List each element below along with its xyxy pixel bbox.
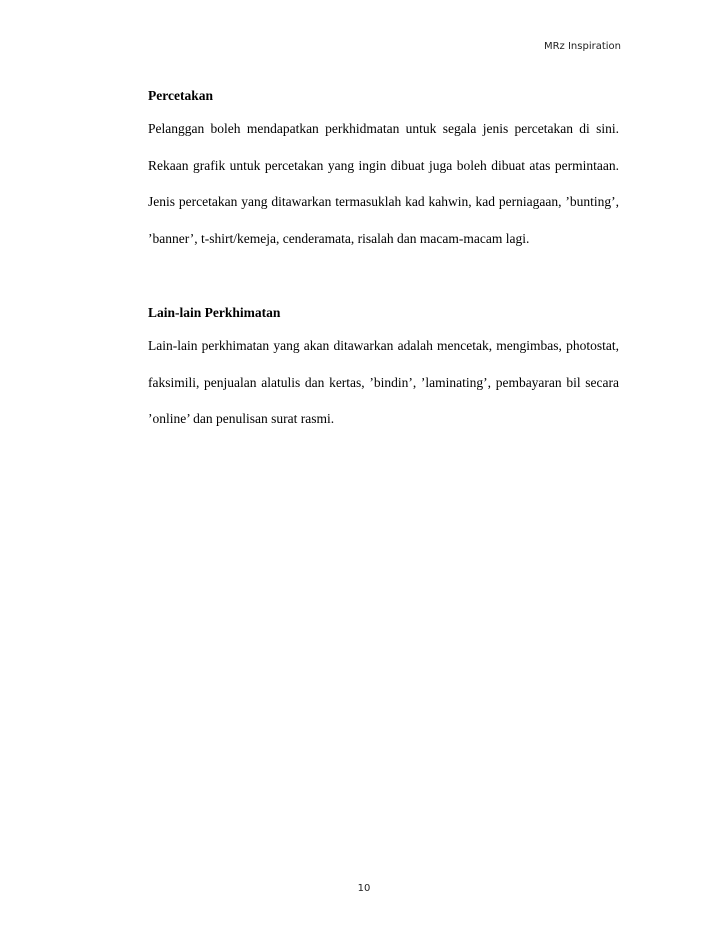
section-title: Percetakan — [148, 88, 213, 103]
page-number: 10 — [357, 883, 371, 894]
section-paragraph: Lain-lain perkhimatan yang akan ditawarkan adalah mencetak, mengimbas, photostat, faksimili, penjualan alatulis dan kertas, ’bindin’, ’laminating’, pembayaran bil secara ’online’ dan penulisan surat rasmi. — [148, 338, 619, 426]
section-percetakan — [148, 80, 619, 257]
section-paragraph: Pelanggan boleh mendapatkan perkhidmatan untuk segala jenis percetakan di sini. Rekaan grafik untuk percetakan yang ingin dibuat juga boleh dibuat atas permintaan. Jenis percetakan yang ditawarkan termasuklah kad kahwin, kad perniagaan, ’bunting’, ’banner’, t-shirt/kemeja, cenderamata, risalah dan macam-macam lagi. — [148, 121, 619, 246]
page-content — [148, 80, 619, 438]
section-title: Lain-lain Perkhimatan — [148, 305, 281, 320]
section-spacer — [148, 257, 619, 297]
running-header: MRz Inspiration — [543, 41, 621, 52]
section-lain-lain — [148, 297, 619, 438]
